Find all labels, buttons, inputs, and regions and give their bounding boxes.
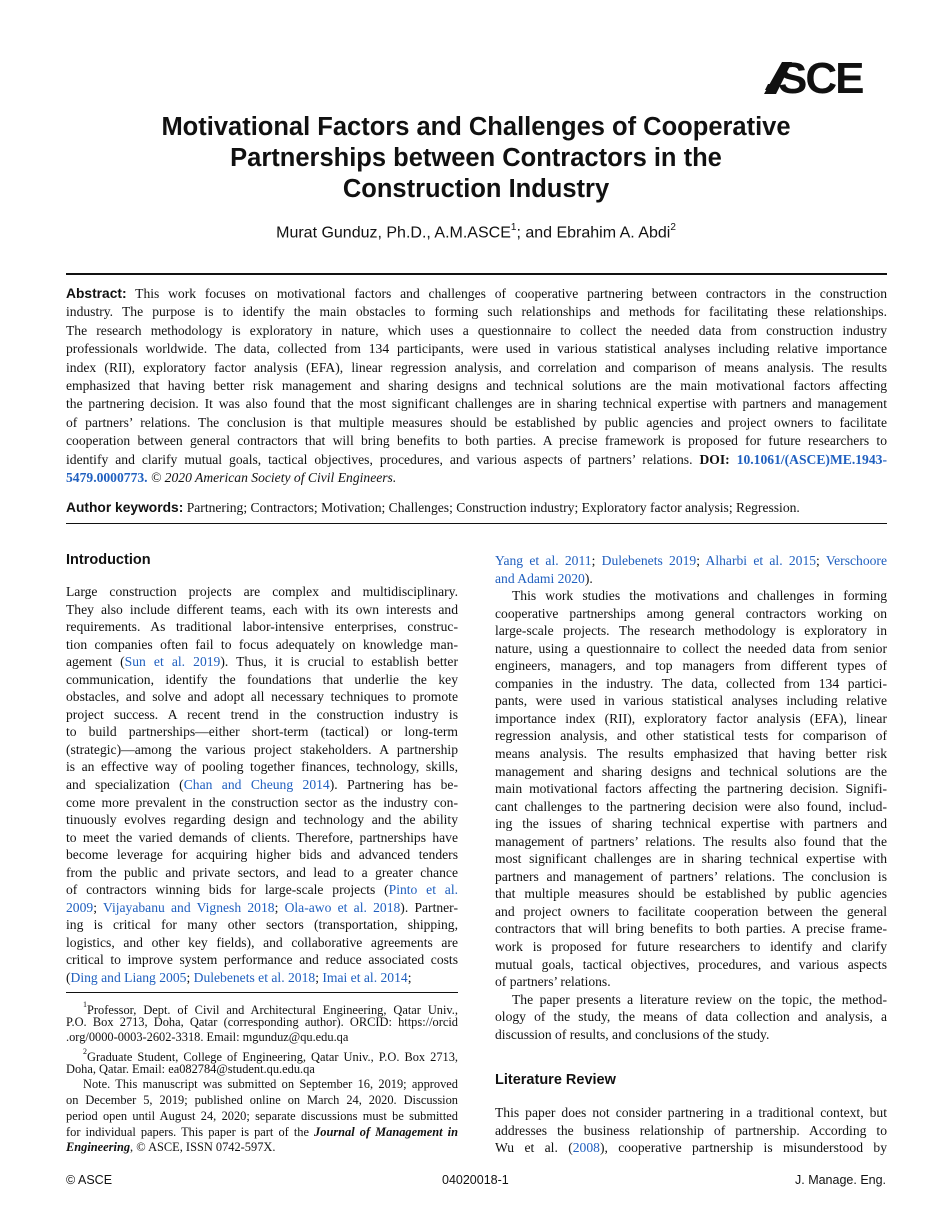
citation-link[interactable]: Ding and Liang 2005 <box>70 970 187 986</box>
line-text: ology of the study, the means of data collection and analysis, a <box>495 1009 887 1025</box>
line-text: Professor, Dept. of Civil and Architectural Engineering, Qatar Univ., <box>87 1003 458 1018</box>
citation-link[interactable]: Verschoore <box>825 553 887 568</box>
doi-label: DOI: <box>699 451 730 467</box>
title-line: Partnerships between Contractors in the <box>230 144 722 172</box>
line-text: ). <box>584 570 593 586</box>
line-text: discussion of results, and conclusions of the study. <box>495 1026 770 1042</box>
section-heading-literature-review: Literature Review <box>495 1072 616 1088</box>
journal-name: Engineering <box>66 1140 131 1155</box>
abstract-line: identify and clarify mutual goals, tactical objectives, procedures, and various aspects of partners’ relations. DOI: 10.1061/(ASCE)ME.1943- <box>66 451 887 467</box>
line-text: requirements. As traditional labor-intensive enterprises, construc- <box>66 619 458 635</box>
line-text: tion companies often fail to focus adequately on knowledge man- <box>66 636 458 652</box>
line-text: ing is critical for many other sectors (transportation, shipping, <box>66 917 458 933</box>
journal-name: Journal of Management in <box>314 1124 458 1139</box>
author-keywords <box>66 500 887 516</box>
footnote-line <box>66 999 458 1018</box>
line-text: pants, were used in various statistical analyses including relative <box>495 693 887 709</box>
citation-link[interactable]: Imai et al. 2014 <box>322 970 408 986</box>
line-text: This work studies the motivations and challenges in forming <box>512 588 887 604</box>
abstract-line: cooperation between general contractors that will bring benefits to both parties. A precise framework is proposed for future researchers to <box>66 433 887 449</box>
body-line <box>495 920 887 938</box>
footer-journal: J. Manage. Eng. <box>795 1173 887 1187</box>
line-text: tinuously evolves regarding design and technology and the ability <box>66 812 458 828</box>
introduction-line <box>66 829 458 847</box>
abstract-line: the partnering decision. It was also found that the most significant challenges are in sharing technical expertise with partners and management <box>66 396 887 412</box>
introduction-line <box>66 899 458 917</box>
body-line <box>495 675 887 693</box>
citation-link[interactable]: Ola-awo et al. 2018 <box>284 899 401 915</box>
paper-title <box>100 112 852 205</box>
introduction-line <box>66 864 458 882</box>
title-line: Construction Industry <box>342 175 610 203</box>
citation-link[interactable]: and Adami 2020 <box>495 570 585 586</box>
line-text: engineers, managers, and top managers from different types of <box>495 658 887 674</box>
body-line <box>495 938 887 956</box>
svg-text:SCE: SCE <box>778 54 863 96</box>
introduction-line <box>66 688 458 706</box>
footnote-mark: 1 <box>83 1000 87 1009</box>
line-text: Note. This manuscript was submitted on September 16, 2019; approved <box>83 1077 458 1092</box>
line-text: of contractors winning bids for large-scale projects ( <box>66 882 389 898</box>
body-line <box>495 605 887 623</box>
author-name: Murat Gunduz, Ph.D., A.M.ASCE <box>276 224 511 242</box>
citation-link[interactable]: Alharbi et al. 2015 <box>705 553 817 568</box>
line-text: that multiple measures should be established by public agencies <box>495 886 887 902</box>
line-text: ; <box>274 899 285 915</box>
introduction-line <box>66 583 458 601</box>
header-divider <box>66 273 887 275</box>
body-line <box>495 622 887 640</box>
body-line <box>495 833 887 851</box>
body-line <box>495 868 887 886</box>
line-text: period open until August 24, 2020; separate discussions must be submitted <box>66 1108 458 1123</box>
abstract-divider <box>66 523 887 524</box>
introduction-line <box>66 811 458 829</box>
asce-logo <box>762 54 890 96</box>
line-text: ). Partner- <box>400 899 458 915</box>
line-text: ; <box>315 970 323 986</box>
line-text: ; <box>407 970 412 986</box>
introduction-line <box>66 671 458 689</box>
title-line: Motivational Factors and Challenges of Cooperative <box>161 113 791 141</box>
body-line <box>495 552 887 570</box>
footnote-line <box>66 1030 458 1046</box>
line-text: Doha, Qatar. Email: ea082784@student.qu.edu.qa <box>66 1061 315 1076</box>
line-text: ; <box>93 899 103 915</box>
footnote-line <box>66 1077 458 1093</box>
line-text: main motivational factors affecting the partnering decision. Signifi- <box>495 781 887 797</box>
line-text: from the public and private sectors, and lead to a greater chance <box>66 864 458 880</box>
line-text: to build partnerships—either short-term (tactical) or long-term <box>66 724 458 740</box>
author-separator: ; and <box>516 224 557 242</box>
line-text: ; <box>591 553 602 568</box>
introduction-line <box>66 794 458 812</box>
abstract-label: Abstract: <box>66 286 127 301</box>
introduction-line <box>66 881 458 899</box>
doi-link[interactable]: 10.1061/(ASCE)ME.1943- <box>736 451 887 467</box>
author-affiliation-mark: 2 <box>670 222 676 233</box>
line-text: cant challenges to the partnering decision were also found, includ- <box>495 798 887 814</box>
citation-link[interactable]: Dulebenets 2019 <box>601 553 697 568</box>
introduction-line <box>66 723 458 741</box>
footnote-divider <box>66 992 458 993</box>
line-text: management of partners’ relations. The results also found that the <box>495 833 887 849</box>
literature-review-text <box>495 1104 887 1157</box>
line-text: means analysis. The results emphasized that having better risk <box>495 746 887 762</box>
footnote-line <box>66 1140 458 1156</box>
footnote-line <box>66 1093 458 1109</box>
literature-review-line <box>495 1122 887 1140</box>
body-line <box>495 745 887 763</box>
footnotes <box>66 999 458 1156</box>
introduction-line <box>66 653 458 671</box>
line-text: management and sharing designs and technical solutions are the <box>495 763 887 779</box>
line-text: project success. A recent trend in the construction industry is <box>66 706 458 722</box>
footer-article-number: 04020018-1 <box>442 1173 509 1187</box>
citation-link[interactable]: Yang et al. 2011 <box>495 553 592 568</box>
author-name: Ebrahim A. Abdi <box>556 224 671 242</box>
introduction-line <box>66 776 458 794</box>
citation-link[interactable]: 2008 <box>572 1140 600 1156</box>
body-line <box>495 815 887 833</box>
line-text: They also include different teams, each with its own interests and <box>66 601 458 617</box>
abstract-line: Abstract: This work focuses on motivational factors and challenges of cooperative partnering between contractors in the construction <box>66 286 887 301</box>
line-text: of partners’ relations. <box>495 974 611 990</box>
line-text: ( <box>66 970 71 986</box>
line-text: become leverage for acquiring higher bids and advanced tenders <box>66 847 458 863</box>
line-text: nature, using a questionnaire to collect the needed data from senior <box>495 640 887 656</box>
literature-review-line <box>495 1139 887 1157</box>
line-text: come more prevalent in the construction sector as the industry con- <box>66 794 458 810</box>
body-line <box>495 1008 887 1026</box>
line-text: ; <box>186 970 194 986</box>
footnote-line <box>66 1125 458 1141</box>
abstract-line: The research methodology is exploratory in nature, which uses a questionnaire to collect the needed data from construction industry <box>66 322 887 338</box>
doi-link[interactable]: 5479.0000773. <box>66 470 148 486</box>
introduction-line <box>66 934 458 952</box>
introduction-line <box>66 636 458 654</box>
line-text: P.O. Box 2713, Doha, Qatar (corresponding author). ORCID: https://orcid <box>66 1014 458 1029</box>
introduction-line <box>66 951 458 969</box>
line-text: critical to improve system performance and reduce associated costs <box>66 952 458 968</box>
line-text: large-scale projects. The research methodology is exploratory in <box>495 623 887 639</box>
line-text: partners and management of partners’ relations. The conclusion is <box>495 868 887 884</box>
line-text: companies in the industry. The data, collected from 134 partici- <box>495 675 887 691</box>
line-text: logistics, and other key fields), and collaborative agreements are <box>66 934 458 950</box>
body-line <box>495 587 887 605</box>
footnote-line <box>66 1015 458 1031</box>
body-line <box>495 798 887 816</box>
line-text: This paper does not consider partnering in a traditional context, but <box>495 1105 887 1120</box>
citation-link[interactable]: Sun et al. 2019 <box>124 654 221 670</box>
section-heading-introduction: Introduction <box>66 552 151 568</box>
introduction-line <box>66 916 458 934</box>
body-line <box>495 903 887 921</box>
line-text: mutual goals, tactical objectives, procedures, and various aspects <box>495 956 887 972</box>
line-text: Large construction projects are complex and multidisciplinary. <box>66 584 458 599</box>
footnote-mark: 2 <box>83 1047 87 1057</box>
line-text: most significant challenges are in sharing technical expertise with <box>495 851 887 867</box>
line-text: The paper presents a literature review on the topic, the method- <box>512 991 887 1007</box>
keywords-label: Author keywords: <box>66 500 184 515</box>
abstract-line: index (RII), exploratory factor analysis (EFA), linear regression analysis, and correlation and comparison of means analysis. The results <box>66 359 887 375</box>
line-text: communication, identify the foundations that underlie the key <box>66 671 458 687</box>
line-text: ing the issues of sharing technical expertise with partners and <box>495 816 887 832</box>
citation-link[interactable]: 2009 <box>66 899 94 915</box>
line-text: ). Partnering has be- <box>329 777 458 793</box>
introduction-text <box>66 583 458 987</box>
keywords-text: Partnering; Contractors; Motivation; Challenges; Construction industry; Exploratory factor analysis; Regression. <box>183 500 800 515</box>
citation-link[interactable]: Pinto et al. <box>388 882 458 898</box>
line-text: work is proposed for future researchers to identify and clarify <box>495 939 887 955</box>
author-affiliation-mark: 1 <box>510 222 517 233</box>
body-line <box>495 973 887 991</box>
right-column-text <box>495 552 887 1043</box>
line-text: (strategic)—among the various project stakeholders. A partnership <box>66 741 458 757</box>
line-text: Wu et al. ( <box>495 1140 573 1156</box>
line-text: and specialization ( <box>66 777 184 793</box>
line-text: ; <box>696 553 706 568</box>
body-line <box>495 1026 887 1044</box>
abstract-line <box>66 469 887 487</box>
body-line <box>495 780 887 798</box>
introduction-line <box>66 706 458 724</box>
abstract-line: emphasized that having better risk management and sharing designs and technical solutions are the main motivational factors affecting <box>66 378 887 394</box>
body-line <box>495 640 887 658</box>
body-line <box>495 710 887 728</box>
copyright-notice: © 2020 American Society of Civil Engineers. <box>147 470 397 486</box>
body-line <box>495 885 887 903</box>
line-text: cooperative partnerships among general contractors working on <box>495 605 887 621</box>
line-text: Graduate Student, College of Engineering, Qatar Univ., P.O. Box 2713, <box>87 1050 458 1065</box>
line-text: for individual papers. This paper is part of the <box>66 1124 315 1139</box>
body-line <box>495 956 887 974</box>
line-text: obstacles, and solve and adopt all necessary techniques to promote <box>66 689 458 705</box>
introduction-line <box>66 846 458 864</box>
abstract-line: professionals worldwide. The data, collected from 134 participants, were used in various statistical analyses including relative importance <box>66 341 887 357</box>
body-line <box>495 727 887 745</box>
line-text: agement ( <box>66 654 125 670</box>
line-text: ; <box>816 553 826 568</box>
citation-link[interactable]: Vijayabanu and Vignesh 2018 <box>102 899 275 915</box>
introduction-line <box>66 758 458 776</box>
author-list <box>100 223 852 242</box>
body-line <box>495 850 887 868</box>
introduction-line <box>66 618 458 636</box>
abstract-line: of partners’ relations. The conclusion is that multiple measures should be established by public agencies and project owners to facilitate <box>66 414 887 430</box>
footnote-line <box>66 1046 458 1065</box>
citation-link[interactable]: Dulebenets et al. 2018 <box>193 970 316 986</box>
line-text: regression analysis, and other statistical tests for comparison of <box>495 728 887 744</box>
footnote-line <box>66 1109 458 1125</box>
body-line <box>495 657 887 675</box>
body-line <box>495 692 887 710</box>
footer-copyright: © ASCE <box>66 1173 113 1187</box>
line-text: ), cooperative partnership is misunderstood by <box>599 1140 887 1156</box>
line-text: and project owners to facilitate cooperation between the general <box>495 903 887 919</box>
line-text: ). Thus, it is crucial to establish better <box>220 654 458 670</box>
abstract <box>66 285 887 487</box>
line-text: .org/0000-0003-2602-3318. Email: mgunduz@qu.edu.qa <box>66 1030 349 1045</box>
body-line <box>495 570 887 588</box>
line-text: to meet the varied demands of clients. Therefore, partnerships have <box>66 829 458 845</box>
abstract-line: industry. The purpose is to identify the main obstacles to forming such relationships and methods for facilitating these relationships. <box>66 304 887 320</box>
line-text: is an effective way of pooling together finances, technology, skills, <box>66 759 458 775</box>
citation-link[interactable]: Chan and Cheung 2014 <box>183 777 330 793</box>
introduction-line <box>66 601 458 619</box>
line-text: on December 5, 2019; published online on March 24, 2020. Discussion <box>66 1093 458 1108</box>
line-text: importance index (RII), exploratory factor analysis (EFA), linear <box>495 710 887 726</box>
body-line <box>495 763 887 781</box>
line-text: , © ASCE, ISSN 0742-597X. <box>130 1140 276 1155</box>
literature-review-line <box>495 1104 887 1122</box>
body-line <box>495 991 887 1009</box>
introduction-line <box>66 741 458 759</box>
introduction-line <box>66 969 458 987</box>
line-text: contractors that will bring benefits to both parties. A precise frame- <box>495 921 887 937</box>
line-text: addresses the business relationship of partnership. According to <box>495 1122 887 1138</box>
